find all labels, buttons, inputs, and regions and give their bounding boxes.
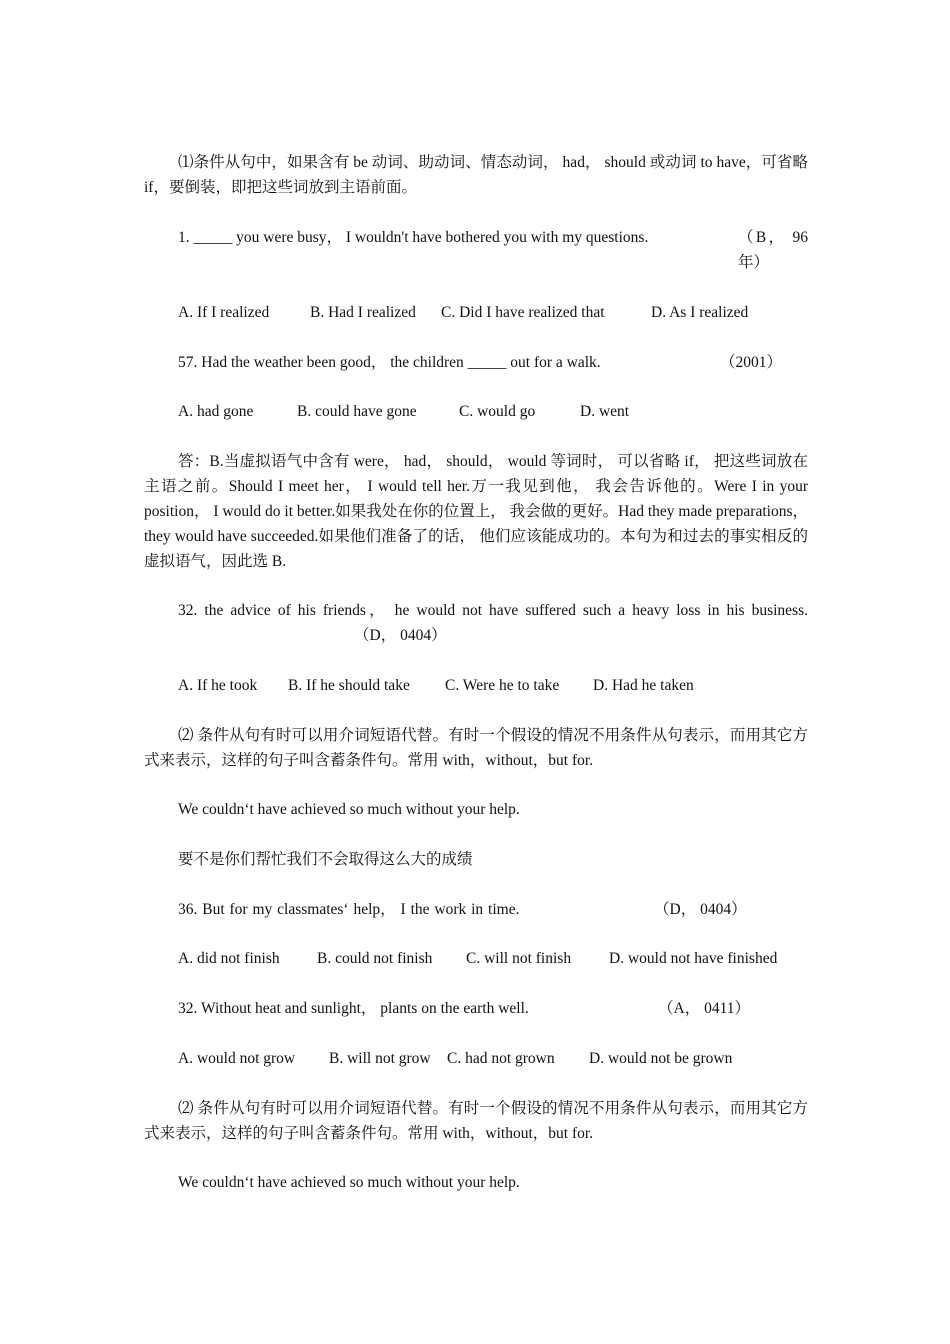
option-d[interactable]: D. Had he taken: [593, 677, 694, 694]
option-b[interactable]: B. Had I realized: [310, 304, 416, 321]
example-english: We couldn‘t have achieved so much without your help.: [178, 801, 520, 818]
question-1: [144, 225, 808, 275]
option-c[interactable]: C. had not grown: [447, 1050, 555, 1067]
answer-explanation: 答：B.当虚拟语气中含有 were， had， should， would 等词时， 可以省略 if， 把这些词放在主语之前。Should I meet her， I would tell her.万一我见到他， 我会告诉他的。Were I in your position， I would do it better.如果我处在你的位置上， 我会做的更好。Had they made preparations， they would have succeeded.如果他们准备了的话， 他们应该能成功的。本句为和过去的事实相反的虚拟语气，因此选 B.: [144, 453, 808, 570]
option-b[interactable]: B. will not grow: [329, 1050, 431, 1067]
question-36-options: [144, 946, 808, 971]
question-32b-stem: 32. Without heat and sunlight， plants on the earth well.: [178, 1000, 529, 1017]
option-c[interactable]: C. would go: [459, 403, 536, 420]
question-57-options: [144, 399, 808, 424]
question-32b: [144, 996, 808, 1021]
paragraph-inversion-rule: ⑴条件从句中，如果含有 be 动词、助动词、情态动词， had， should 或动词 to have，可省略 if，要倒装，即把这些词放到主语前面。: [144, 154, 808, 196]
option-d[interactable]: D. would not be grown: [589, 1050, 733, 1067]
question-1-stem: 1. _____ you were busy， I wouldn't have bothered you with my questions.: [178, 229, 649, 246]
question-32a: [144, 598, 808, 648]
question-32b-tag: （A， 0411）: [658, 1000, 750, 1017]
option-c[interactable]: C. Were he to take: [445, 677, 560, 694]
question-57: [144, 350, 808, 375]
paragraph-implicit-conditional: ⑵ 条件从句有时可以用介词短语代替。有时一个假设的情况不用条件从句表示，而用其它方式来表示，这样的句子叫含蓄条件句。常用 with，without，but for.: [144, 727, 808, 769]
question-32a-tag: （D， 0404）: [354, 627, 447, 644]
question-36-stem: 36. But for my classmates‘ help， I the work in time.: [178, 901, 520, 918]
option-c[interactable]: C. will not finish: [466, 950, 572, 967]
question-32a-options: [144, 673, 808, 698]
option-d[interactable]: D. went: [580, 403, 630, 420]
question-36: [144, 897, 808, 922]
option-c[interactable]: C. Did I have realized that: [441, 304, 605, 321]
question-32b-options: [144, 1046, 808, 1071]
option-a[interactable]: A. would not grow: [178, 1050, 296, 1067]
option-d[interactable]: D. would not have finished: [609, 950, 778, 967]
question-57-stem: 57. Had the weather been good， the children _____ out for a walk.: [178, 354, 601, 371]
option-a[interactable]: A. If he took: [178, 677, 258, 694]
option-b[interactable]: B. If he should take: [288, 677, 410, 694]
option-b[interactable]: B. could have gone: [297, 403, 417, 420]
paragraph-implicit-conditional-repeat: ⑵ 条件从句有时可以用介词短语代替。有时一个假设的情况不用条件从句表示，而用其它方式来表示，这样的句子叫含蓄条件句。常用 with，without，but for.: [144, 1100, 808, 1142]
option-a[interactable]: A. did not finish: [178, 950, 280, 967]
option-a[interactable]: A. had gone: [178, 403, 254, 420]
question-57-tag: （2001）: [720, 354, 783, 371]
example-english-repeat: We couldn‘t have achieved so much without your help.: [178, 1174, 520, 1191]
option-d[interactable]: D. As I realized: [651, 304, 749, 321]
option-b[interactable]: B. could not finish: [317, 950, 433, 967]
question-1-tag: （B， 96年）: [738, 229, 808, 271]
option-a[interactable]: A. If I realized: [178, 304, 270, 321]
question-32a-stem: 32. the advice of his friends， he would not have suffered such a heavy loss in his business.: [178, 602, 808, 619]
example-chinese: 要不是你们帮忙我们不会取得这么大的成绩: [178, 851, 473, 868]
question-36-tag: （D， 0404）: [654, 901, 747, 918]
question-1-options: [144, 300, 808, 325]
